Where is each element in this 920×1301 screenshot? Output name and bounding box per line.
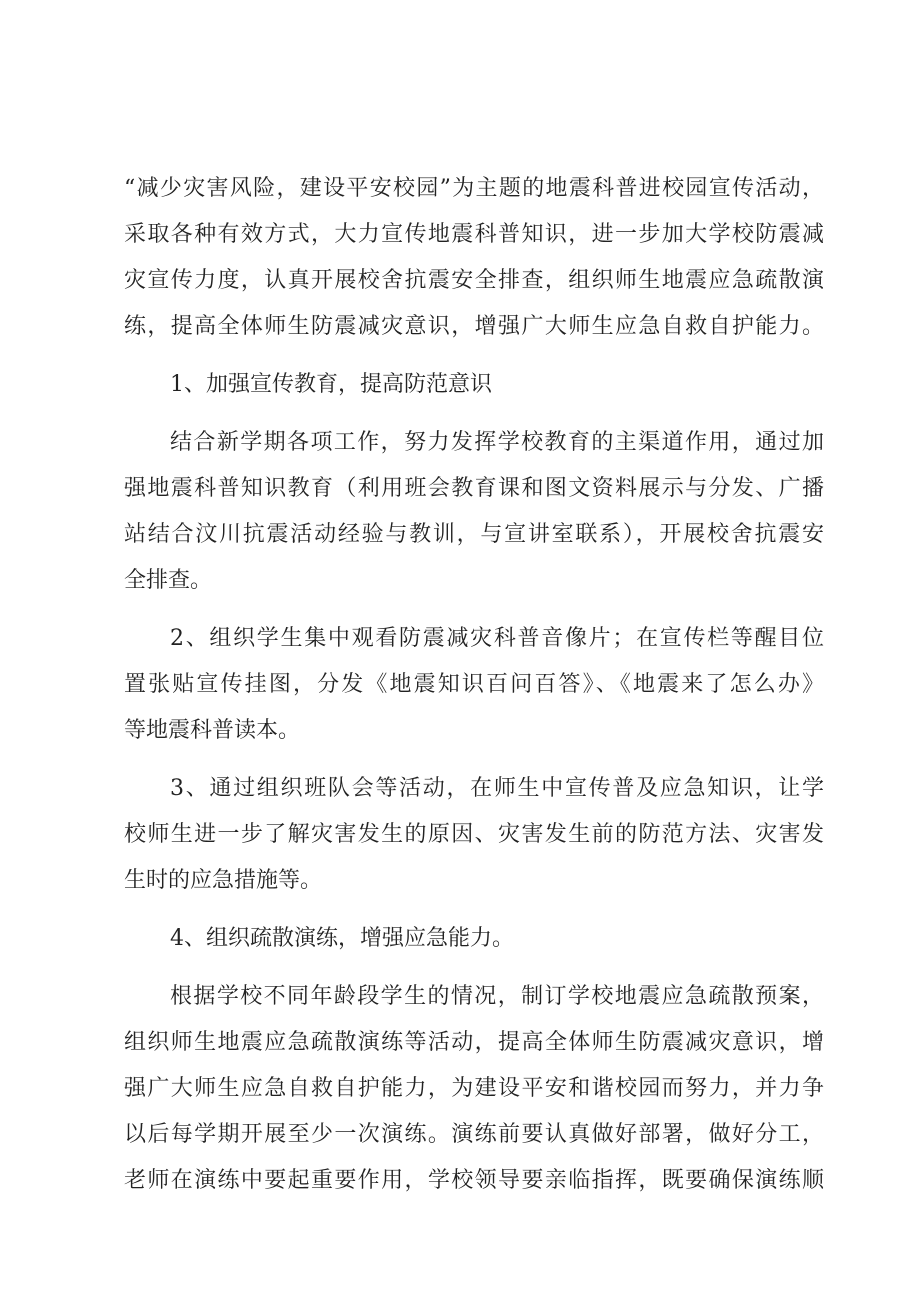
text-line: 全排查。 [124, 568, 213, 593]
section-heading-4 [124, 916, 824, 962]
text-line: 强广大师生应急自救自护能力，为建设平安和谐校园而努力，并力争 [124, 1076, 824, 1101]
paragraph-gap [124, 962, 824, 974]
heading-line: 4、组织疏散演练，增强应急能力。 [170, 926, 514, 951]
text-line: 结合新学期各项工作，努力发挥学校教育的主渠道作用，通过加 [170, 430, 824, 455]
paragraph-item-2 [124, 616, 824, 754]
section-heading-1 [124, 362, 824, 408]
paragraph-item-3 [124, 766, 824, 904]
text-line: 生时的应急措施等。 [124, 868, 323, 893]
paragraph-education [124, 420, 824, 604]
paragraph-gap [124, 408, 824, 420]
text-line: 校师生进一步了解灾害发生的原因、灾害发生前的防范方法、灾害发 [124, 822, 824, 847]
document-body [124, 166, 824, 1204]
text-line: 老师在演练中要起重要作用，学校领导要亲临指挥，既要确保演练顺 [124, 1168, 824, 1193]
heading-line: 1、加强宣传教育，提高防范意识 [170, 372, 492, 397]
text-line: 灾宣传力度，认真开展校舍抗震安全排查，组织师生地震应急疏散演 [124, 268, 824, 293]
paragraph-gap [124, 904, 824, 916]
text-line: 2、组织学生集中观看防震减灾科普音像片；在宣传栏等醒目位 [170, 626, 824, 651]
paragraph-gap [124, 754, 824, 766]
text-line: “减少灾害风险，建设平安校园”为主题的地震科普进校园宣传活动， [124, 176, 824, 201]
text-line: 根据学校不同年龄段学生的情况，制订学校地震应急疏散预案， [170, 984, 824, 1009]
paragraph-drill [124, 974, 824, 1204]
text-line: 站结合汶川抗震活动经验与教训，与宣讲室联系），开展校舍抗震安 [124, 522, 824, 547]
paragraph-gap [124, 350, 824, 362]
text-line: 等地震科普读本。 [124, 718, 301, 743]
text-line: 3、通过组织班队会等活动，在师生中宣传普及应急知识，让学 [170, 776, 824, 801]
text-line: 组织师生地震应急疏散演练等活动，提高全体师生防震减灾意识，增 [124, 1030, 824, 1055]
paragraph-intro [124, 166, 824, 350]
text-line: 强地震科普知识教育（利用班会教育课和图文资料展示与分发、广播 [124, 476, 824, 501]
text-line: 以后每学期开展至少一次演练。演练前要认真做好部署，做好分工， [124, 1122, 824, 1147]
text-line: 练，提高全体师生防震减灾意识，增强广大师生应急自救自护能力。 [124, 314, 824, 339]
text-line: 采取各种有效方式，大力宣传地震科普知识，进一步加大学校防震减 [124, 222, 824, 247]
paragraph-gap [124, 604, 824, 616]
text-line: 置张贴宣传挂图，分发《地震知识百问百答》、《地震来了怎么办》 [124, 672, 824, 697]
